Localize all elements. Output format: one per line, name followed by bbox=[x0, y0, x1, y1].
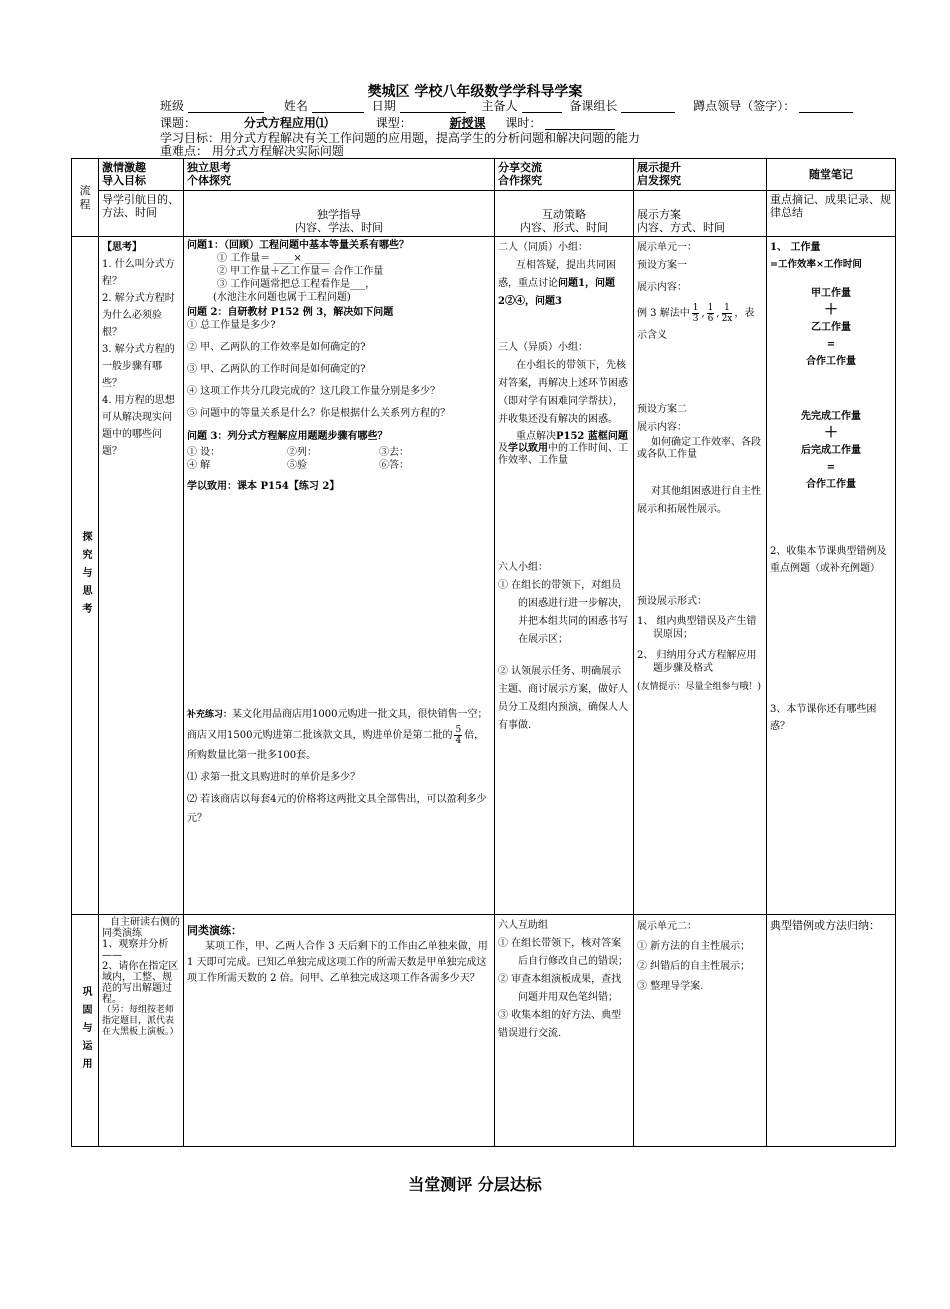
row-explore-label: 探究与思考 bbox=[72, 237, 99, 915]
footer-heading: 当堂测评 分层达标 bbox=[408, 1175, 542, 1194]
r1-interaction-cell: 二人（同质）小组： 互相答疑，提出共同困惑，重点讨论问题1，问题2②④，问题3 三人（异质）小组： 在小组长的带领下，先核对答案，再解决上述环节困惑（即对学有困难同学帮扶），并收集还没有解决的困惑。 重点解决P152 蓝框问题及学以致用中的工作时间、工作效率、工作量 六人小组： ① 在组长的带领下，对组员的困惑进行进一步解决，并把本组共同的困惑书写在展示区； ② 认领展示任务、明确展示主题、商讨展示方案，做好人员分工及组内预演，确保人人有事做. bbox=[495, 237, 634, 915]
r2-guide-cell: 自主研读右侧的同类演练 1、观察并分析—— 2、请你在指定区域内，工整、规范的写出解题过程。 （另：每组按老师指定题目，派代表在大黑板上演板。） bbox=[99, 915, 184, 1147]
col6-subheader: 重点摘记、成果记录、规律总结 bbox=[767, 191, 896, 237]
question-2: 问题 2：自研教材 P152 例 3，解决如下问题 bbox=[187, 307, 394, 318]
type-value: 新授课 bbox=[449, 116, 486, 130]
think-item: 3. 解分式方程的一般步骤有哪些？ bbox=[102, 344, 175, 389]
question-3: 问题 3：列分式方程解应用题题步骤有哪些？ bbox=[187, 431, 388, 442]
key-points: 重难点： 用分式方程解决实际问题 bbox=[160, 144, 344, 158]
steps-grid: ① 设： ②列： ③去： ④ 解 ⑤验 ⑥答： bbox=[187, 447, 409, 471]
r1-display-cell: 展示单元一： 预设方案一 展示内容： 例 3 解法中 $\frac{1}{3}$ , $\frac{1}{6}$ , $\frac{1}{2x}$ ，表示含义 预设方案二 展示内容： 如何确定工作效率、各段或各队工作量 对其他组困惑进行自主性展示和拓展性展示。 预设展示形式： 1、 组内典型错误及产生错误原因； 2、 归纳用分式方程解应用题步骤及格式 (友情提示：尽量全组参与哦！) bbox=[634, 237, 767, 915]
r1-guide-cell: 【思考】 1. 什么叫分式方程？ 2. 解分式方程时为什么必须验根？ 3. 解分式方程的一般步骤有哪些？ 4. 用方程的思想可从解决现实问题中的哪些问题？ bbox=[99, 237, 184, 915]
lesson-table bbox=[71, 158, 896, 1147]
leader-blank[interactable] bbox=[621, 100, 675, 113]
name-label: 姓名 bbox=[283, 99, 308, 113]
class-blank[interactable] bbox=[188, 100, 264, 113]
think-item: 1. 什么叫分式方程？ bbox=[102, 259, 175, 287]
col4-header: 分享交流 合作探究 bbox=[495, 159, 634, 191]
r1-notes-cell: 1、 工作量 =工作效率×工作时间 甲工作量 ＋ 乙工作量 = 合作工作量 先完成工作量 ＋ 后完成工作量 = 合作工作量 2、收集本节课典型错例及重点例题（或补充例题） 3、本节课你还有哪些困惑？ bbox=[767, 237, 896, 915]
col3-subheader: 独学指导 内容、学法、时间 bbox=[184, 191, 495, 237]
col5-header: 展示提升 启发探究 bbox=[634, 159, 767, 191]
name-blank[interactable] bbox=[312, 100, 364, 113]
col5-subheader: 展示方案 内容、方式、时间 bbox=[634, 191, 767, 237]
work-formula-1: 甲工作量 ＋ 乙工作量 = 合作工作量 bbox=[806, 288, 856, 367]
r1-self-study-cell: 问题1：（回顾）工程问题中基本等量关系有哪些？ ① 工作量＝ ____× _____ ② 甲工作量＋乙工作量＝ 合作工作量 ③ 工作问题常把总工程看作是___， (水池注水问题也属于工程问题) 问题 2：自研教材 P152 例 3，解决如下问题 ① 总工作量是多少? ② 甲、乙两队的工作效率是如何确定的? ③ 甲、乙两队的工作时间是如何确定的? ④ 这项工作共分几段完成的？这几段工作量分别是多少？ ⑤ 问题中的等量关系是什么？你是根据什么关系列方程的？ 问题 3：列分式方程解应用题题步骤有哪些？ ① 设： ②列： ③去： ④ 解 ⑤验 ⑥答： 学以致用：课本 P154【练习 2】 补充练习：某文化用品商店用1000元购进一批文具，很快销售一空；商店又用1500元购进第二批该款文具，购进单价是第二批的 $\frac{5}{4}$ 倍，所购数量比第一批多100套。 ⑴ 求第一批文具购进时的单价是多少？ ⑵ 若该商店以每套4元的价格将这两批文具全部售出，可以盈利多少元？ bbox=[184, 237, 495, 915]
col6-header: 随堂笔记 bbox=[767, 159, 896, 191]
point-leader-label: 蹲点领导（签字）： bbox=[693, 99, 796, 113]
date-label: 日期 bbox=[371, 99, 396, 113]
apply-practice: 学以致用：课本 P154【练习 2】 bbox=[187, 481, 340, 492]
flow-header: 流程 bbox=[72, 159, 99, 237]
topic-value: 分式方程应用⑴ bbox=[243, 116, 328, 130]
extra-practice: 补充练习：某文化用品商店用1000元购进一批文具，很快销售一空；商店又用1500元购进第二批该款文具，购进单价是第二批的 $\frac{5}{4}$ 倍，所购数量比第一批多100套。 ⑴ 求第一批文具购进时的单价是多少？ ⑵ 若该商店以每套4元的价格将这两批文具全部售出，可以盈利多少元？ bbox=[187, 709, 488, 824]
example-fractions: 例 3 解法中 $\frac{1}{3}$ , $\frac{1}{6}$ , $\frac{1}{2x}$ ，表示含义 bbox=[637, 303, 755, 341]
r2-interaction-cell: 六人互助组 ① 在组长带领下，核对答案后自行修改自己的错误； ② 审查本组演板成果，查找问题并用双色笔纠错； ③ 收集本组的好方法、典型错误进行交流. bbox=[495, 915, 634, 1147]
col4-subheader: 互动策略 内容、形式、时间 bbox=[495, 191, 634, 237]
date-blank[interactable] bbox=[400, 100, 466, 113]
header-line-1 bbox=[160, 99, 857, 113]
r2-practice-cell: 同类演练： 某项工作，甲、乙两人合作 3 天后剩下的工作由乙单独来做，用 1 天即可完成。已知乙单独完成这项工作的所需天数是甲单独完成这项工作所需天数的 2 倍。问甲、乙单独完成这项工作各需多少天？ bbox=[184, 915, 495, 1147]
question-1: 问题1：（回顾）工程问题中基本等量关系有哪些？ bbox=[187, 240, 409, 251]
class-label: 班级 bbox=[160, 99, 185, 113]
col2-header: 激情激趣 导入目标 bbox=[99, 159, 184, 191]
leader-label: 备课组长 bbox=[569, 99, 618, 113]
time-blank[interactable] bbox=[545, 117, 615, 130]
row-consolidate-label: 巩固与运用 bbox=[72, 915, 99, 1147]
preparer-label: 主备人 bbox=[481, 99, 518, 113]
col2-subheader: 导学引航目的、方法、时间 bbox=[99, 191, 184, 237]
preparer-blank[interactable] bbox=[522, 100, 562, 113]
time-label: 课时： bbox=[505, 116, 542, 130]
header-line-2 bbox=[160, 116, 619, 130]
topic-label: 课题： bbox=[160, 116, 197, 130]
r2-display-cell: 展示单元二： ① 新方法的自主性展示； ② 纠错后的自主性展示； ③ 整理导学案. bbox=[634, 915, 767, 1147]
col3-header: 独立思考 个体探究 bbox=[184, 159, 495, 191]
work-formula-2: 先完成工作量 ＋ 后完成工作量 = 合作工作量 bbox=[801, 411, 861, 490]
r2-notes-cell: 典型错例或方法归纳： bbox=[767, 915, 896, 1147]
learning-goal: 学习目标：用分式方程解决有关工作问题的应用题，提高学生的分析问题和解决问题的能力 bbox=[160, 131, 641, 145]
think-item: 4. 用方程的思想可从解决现实问题中的哪些问题？ bbox=[102, 395, 175, 457]
type-label: 课型： bbox=[375, 116, 412, 130]
fraction-5-4: $\frac{5}{4}$ bbox=[455, 725, 462, 746]
think-item: 2. 解分式方程时为什么必须验根？ bbox=[102, 293, 175, 338]
friendly-tip: (友情提示：尽量全组参与哦！) bbox=[637, 682, 762, 692]
document-title: 樊城区 学校八年级数学学科导学案 bbox=[367, 84, 583, 100]
point-leader-blank[interactable] bbox=[799, 100, 853, 113]
